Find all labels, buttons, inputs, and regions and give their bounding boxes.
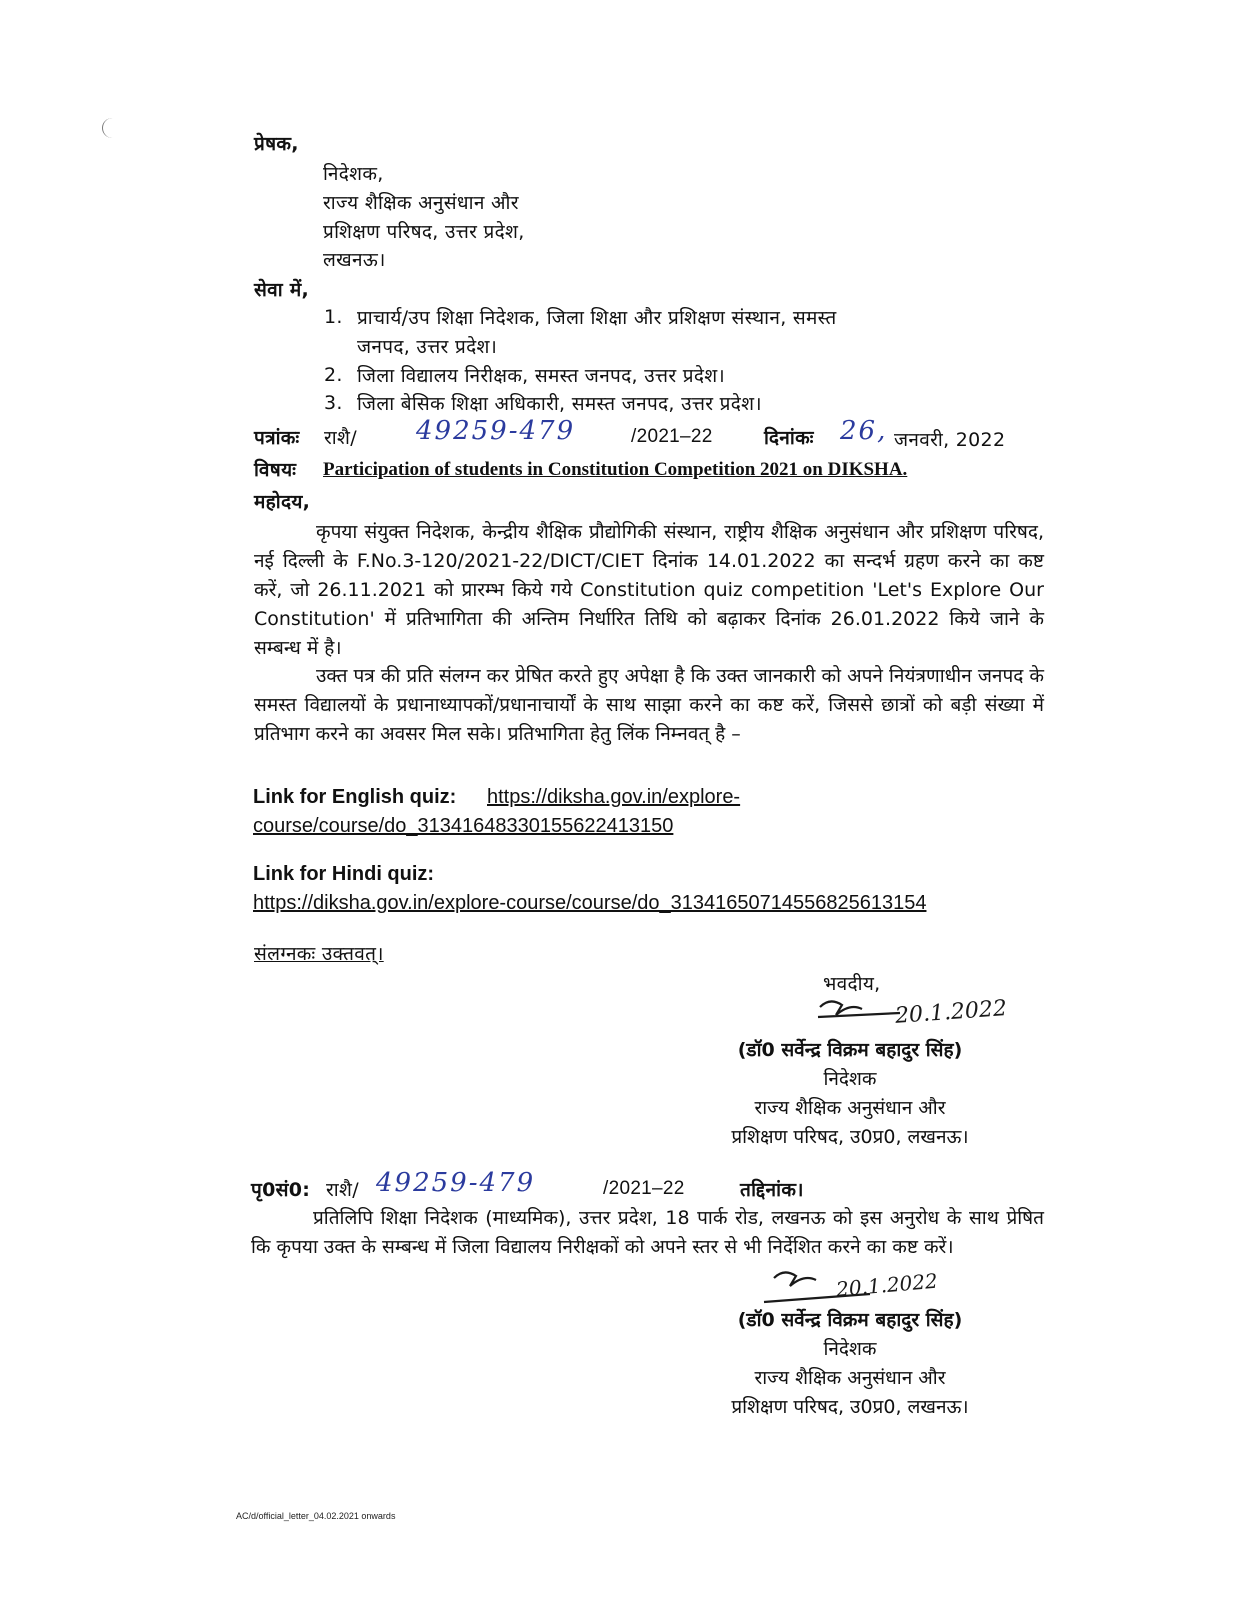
copy-text: प्रतिलिपि शिक्षा निदेशक (माध्यमिक), उत्तर प्रदेश, 18 पार्क रोड, लखनऊ को इस अनुरोध के साथ प्रेषित कि कृपया उक्त के सम्बन्ध में जिला विद्यालय निरीक्षकों को अपने स्तर से भी निर्देशित करने का कष्ट करें। bbox=[251, 1207, 1044, 1258]
hindi-link-label: Link for Hindi quiz: bbox=[253, 863, 435, 885]
hindi-quiz-link[interactable]: https://diksha.gov.in/explore-course/course/do_31341650714556825613154 bbox=[253, 892, 927, 914]
enclosure: संलग्नकः उक्तवत्। bbox=[254, 943, 384, 965]
copy-prefix: राशै/ bbox=[326, 1179, 359, 1201]
copy-paragraph bbox=[251, 1204, 1044, 1262]
recipient-number: 3. bbox=[324, 392, 343, 414]
body-paragraph-1 bbox=[254, 518, 1044, 663]
recipient-number: 2. bbox=[324, 364, 343, 386]
recipients-label: सेवा में, bbox=[254, 279, 310, 301]
ref-prefix: राशै/ bbox=[324, 427, 357, 449]
body-text: कृपया संयुक्त निदेशक, केन्द्रीय शैक्षिक प्रौद्योगिकी संस्थान, राष्ट्रीय शैक्षिक अनुसंधान और प्रशिक्षण परिषद, नई दिल्ली के F.No.3-120/2021-22/DICT/CIET दिनांक 14.01.2022 का सन्दर्भ ग्रहण करने का कष्ट करें, जो 26.11.2021 को प्रारम्भ किये गये Constitution quiz competition 'Let's Explore Our Constitution' में प्रतिभागिता की अन्तिम निर्धारित तिथि को बढ़ाकर दिनांक 26.01.2022 किये जाने के सम्बन्ध में है। bbox=[254, 521, 1044, 659]
signatory-org: राज्य शैक्षिक अनुसंधान और bbox=[754, 1097, 946, 1119]
closing: भवदीय, bbox=[823, 973, 881, 995]
copy-number-handwritten: 49259-479 bbox=[376, 1168, 536, 1198]
sender-line: निदेशक, bbox=[323, 163, 384, 185]
recipient-number: 1. bbox=[324, 306, 343, 328]
english-quiz-link-cont[interactable]: course/course/do_3134164833015562241315​0 bbox=[253, 815, 674, 837]
scan-mark bbox=[102, 118, 123, 138]
copy-session: /2021–22 bbox=[603, 1178, 685, 1199]
sender-line: प्रशिक्षण परिषद, उत्तर प्रदेश, bbox=[323, 221, 525, 243]
salutation: महोदय, bbox=[254, 491, 311, 513]
copy-label: पृ0सं0: bbox=[251, 1179, 311, 1201]
sender-line: राज्य शैक्षिक अनुसंधान और bbox=[323, 192, 519, 214]
body-text: उक्त पत्र की प्रति संलग्न कर प्रेषित करते हुए अपेक्षा है कि उक्त जानकारी को अपने नियंत्रणाधीन जनपद के समस्त विद्यालयों के प्रधानाध्यापकों/प्रधानाचार्यों के साथ साझा करने का कष्ट करें, जिससे छात्रों को बड़ी संख्या में प्रतिभाग करने का अवसर मिल सके। प्रतिभागिता हेतु लिंक निम्नवत् है – bbox=[254, 665, 1044, 745]
english-link-label: Link for English quiz: bbox=[253, 786, 457, 808]
signature-block-1 bbox=[690, 1036, 1010, 1152]
ref-number-handwritten: 49259-479 bbox=[416, 416, 576, 446]
recipient-text: जिला बेसिक शिक्षा अधिकारी, समस्त जनपद, उत्तर प्रदेश। bbox=[357, 393, 762, 415]
signatory-name: (डॉ0 सर्वेन्द्र विक्रम बहादुर सिंह) bbox=[737, 1039, 963, 1061]
copy-date: तद्दिनांक। bbox=[740, 1179, 804, 1201]
signatory-org: राज्य शैक्षिक अनुसंधान और bbox=[754, 1367, 946, 1389]
date-label: दिनांकः bbox=[764, 427, 814, 449]
signatory-name: (डॉ0 सर्वेन्द्र विक्रम बहादुर सिंह) bbox=[737, 1309, 963, 1331]
subject-text: Participation of students in Constitution Competition 2021 on DIKSHA. bbox=[323, 459, 908, 480]
date-month-year: जनवरी, 2022 bbox=[894, 429, 1006, 451]
body-paragraph-2 bbox=[254, 662, 1044, 749]
sender-label: प्रेषक, bbox=[254, 133, 299, 155]
ref-label: पत्रांकः bbox=[254, 427, 300, 449]
footer-reference: AC/d/official_letter_04.02.2021 onwards bbox=[236, 1511, 396, 1521]
recipient-text: जनपद, उत्तर प्रदेश। bbox=[357, 336, 498, 358]
ref-session: /2021–22 bbox=[631, 426, 713, 447]
date-day-handwritten: 26, bbox=[840, 416, 888, 446]
recipient-text: जिला विद्यालय निरीक्षक, समस्त जनपद, उत्तर प्रदेश। bbox=[357, 365, 725, 387]
english-quiz-link[interactable]: https://diksha.gov.in/explore- bbox=[487, 786, 741, 808]
signatory-title: निदेशक bbox=[823, 1338, 877, 1360]
signature-date-1: 20.1.2022 bbox=[894, 996, 1008, 1029]
signatory-org: प्रशिक्षण परिषद, उ0प्र0, लखनऊ। bbox=[731, 1126, 969, 1148]
recipient-text: प्राचार्य/उप शिक्षा निदेशक, जिला शिक्षा और प्रशिक्षण संस्थान, समस्त bbox=[357, 307, 837, 329]
signatory-title: निदेशक bbox=[823, 1068, 877, 1090]
sender-line: लखनऊ। bbox=[323, 249, 386, 271]
subject-label: विषयः bbox=[254, 459, 297, 481]
signatory-org: प्रशिक्षण परिषद, उ0प्र0, लखनऊ। bbox=[731, 1396, 969, 1418]
signature-date-2: 20.1.2022 bbox=[835, 1268, 939, 1302]
signature-block-2 bbox=[690, 1306, 1010, 1422]
